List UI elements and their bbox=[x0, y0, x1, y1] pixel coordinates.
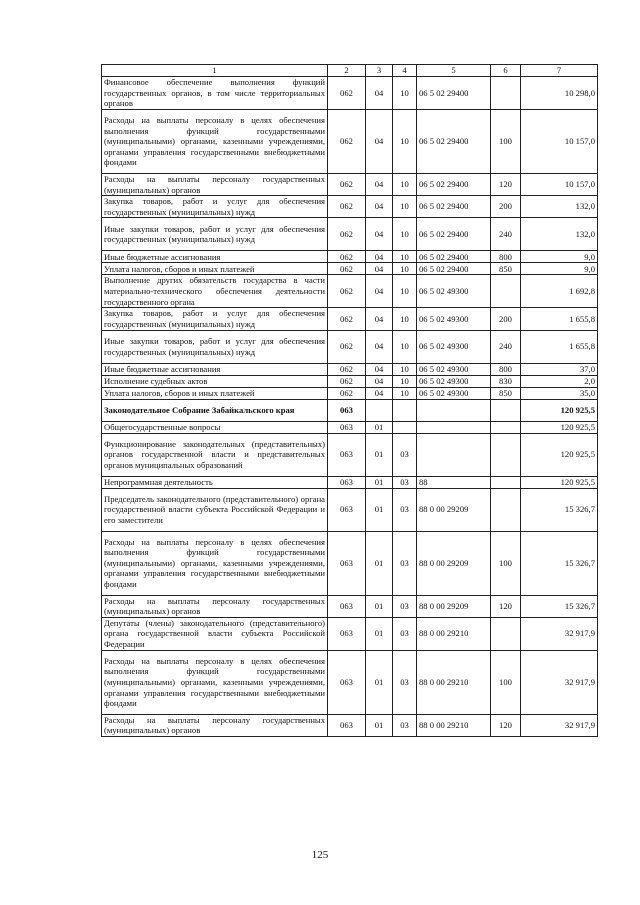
cell-gr: 063 bbox=[328, 595, 366, 617]
cell-pr: 10 bbox=[393, 174, 417, 196]
cell-name: Уплата налогов, сборов и иных платежей bbox=[102, 263, 328, 275]
cell-pr: 10 bbox=[393, 375, 417, 387]
cell-name: Непрограммная деятельность bbox=[102, 476, 328, 488]
cell-pr: 10 bbox=[393, 77, 417, 110]
table-row bbox=[102, 399, 598, 421]
cell-vr bbox=[491, 488, 521, 531]
cell-pr: 10 bbox=[393, 110, 417, 174]
cell-gr: 062 bbox=[328, 251, 366, 263]
cell-name: Иные бюджетные ассигнования bbox=[102, 251, 328, 263]
cell-vr: 800 bbox=[491, 363, 521, 375]
cell-vr bbox=[491, 476, 521, 488]
cell-csr: 88 0 00 29210 bbox=[417, 617, 491, 650]
cell-gr: 063 bbox=[328, 617, 366, 650]
table-row bbox=[102, 488, 598, 531]
cell-gr: 062 bbox=[328, 375, 366, 387]
cell-pr bbox=[393, 421, 417, 433]
table-row bbox=[102, 196, 598, 218]
cell-pr: 03 bbox=[393, 531, 417, 595]
cell-name: Законодательное Собрание Забайкальского края bbox=[102, 399, 328, 421]
cell-rz: 04 bbox=[366, 275, 393, 308]
cell-sum: 120 925,5 bbox=[521, 476, 598, 488]
cell-gr: 062 bbox=[328, 174, 366, 196]
table-row bbox=[102, 251, 598, 263]
header-name: 1 bbox=[102, 65, 328, 77]
cell-name: Депутаты (члены) законодательного (представительного) органа государственной власти субъекта Российской Федерации bbox=[102, 617, 328, 650]
budget-table bbox=[101, 64, 598, 737]
cell-pr: 10 bbox=[393, 196, 417, 218]
cell-rz: 01 bbox=[366, 433, 393, 476]
cell-gr: 062 bbox=[328, 330, 366, 363]
cell-vr: 240 bbox=[491, 330, 521, 363]
cell-vr: 240 bbox=[491, 218, 521, 251]
cell-pr: 03 bbox=[393, 650, 417, 714]
cell-vr: 100 bbox=[491, 650, 521, 714]
table-row bbox=[102, 263, 598, 275]
cell-csr: 06 5 02 29400 bbox=[417, 263, 491, 275]
cell-gr: 063 bbox=[328, 650, 366, 714]
cell-csr: 06 5 02 29400 bbox=[417, 218, 491, 251]
cell-pr: 03 bbox=[393, 433, 417, 476]
cell-gr: 063 bbox=[328, 433, 366, 476]
cell-rz: 04 bbox=[366, 218, 393, 251]
cell-vr: 200 bbox=[491, 308, 521, 330]
header-pr: 4 bbox=[393, 65, 417, 77]
cell-vr bbox=[491, 617, 521, 650]
cell-vr: 120 bbox=[491, 714, 521, 736]
cell-csr: 06 5 02 49300 bbox=[417, 363, 491, 375]
cell-pr: 03 bbox=[393, 476, 417, 488]
cell-pr: 10 bbox=[393, 263, 417, 275]
cell-name: Расходы на выплаты персоналу государственных (муниципальных) органов bbox=[102, 714, 328, 736]
cell-sum: 120 925,5 bbox=[521, 433, 598, 476]
cell-name: Иные закупки товаров, работ и услуг для обеспечения государственных (муниципальных) нужд bbox=[102, 218, 328, 251]
cell-pr: 10 bbox=[393, 218, 417, 251]
cell-rz: 04 bbox=[366, 196, 393, 218]
cell-sum: 10 157,0 bbox=[521, 110, 598, 174]
cell-name: Иные бюджетные ассигнования bbox=[102, 363, 328, 375]
cell-gr: 062 bbox=[328, 263, 366, 275]
cell-pr bbox=[393, 399, 417, 421]
cell-csr: 06 5 02 49300 bbox=[417, 330, 491, 363]
cell-name: Расходы на выплаты персоналу в целях обеспечения выполнения функций государственными (муниципальными) органами, казенными учреждениями, органами управления государственными внебюджетными фондами bbox=[102, 650, 328, 714]
cell-csr: 06 5 02 29400 bbox=[417, 174, 491, 196]
table-row bbox=[102, 595, 598, 617]
cell-csr: 88 0 00 29209 bbox=[417, 531, 491, 595]
cell-pr: 10 bbox=[393, 363, 417, 375]
cell-gr: 063 bbox=[328, 714, 366, 736]
cell-vr: 850 bbox=[491, 263, 521, 275]
cell-pr: 03 bbox=[393, 714, 417, 736]
cell-gr: 063 bbox=[328, 476, 366, 488]
cell-csr: 88 bbox=[417, 476, 491, 488]
cell-rz: 04 bbox=[366, 308, 393, 330]
header-row bbox=[102, 65, 598, 77]
cell-rz: 01 bbox=[366, 476, 393, 488]
cell-vr bbox=[491, 433, 521, 476]
cell-name: Общегосударственные вопросы bbox=[102, 421, 328, 433]
cell-rz: 04 bbox=[366, 363, 393, 375]
cell-vr bbox=[491, 275, 521, 308]
cell-name: Закупка товаров, работ и услуг для обеспечения государственных (муниципальных) нужд bbox=[102, 196, 328, 218]
cell-gr: 063 bbox=[328, 399, 366, 421]
cell-csr: 06 5 02 49300 bbox=[417, 387, 491, 399]
cell-name: Уплата налогов, сборов и иных платежей bbox=[102, 387, 328, 399]
cell-gr: 063 bbox=[328, 421, 366, 433]
cell-csr bbox=[417, 399, 491, 421]
header-csr: 5 bbox=[417, 65, 491, 77]
table-row bbox=[102, 531, 598, 595]
cell-sum: 120 925,5 bbox=[521, 421, 598, 433]
cell-csr: 06 5 02 29400 bbox=[417, 196, 491, 218]
table-row bbox=[102, 617, 598, 650]
cell-rz: 04 bbox=[366, 77, 393, 110]
table-row bbox=[102, 375, 598, 387]
page-number: 125 bbox=[311, 849, 329, 861]
cell-rz: 01 bbox=[366, 488, 393, 531]
cell-sum: 10 298,0 bbox=[521, 77, 598, 110]
table-row bbox=[102, 476, 598, 488]
header-rz: 3 bbox=[366, 65, 393, 77]
cell-name: Расходы на выплаты персоналу в целях обеспечения выполнения функций государственными (муниципальными) органами, казенными учреждениями, органами управления государственными внебюджетными фондами bbox=[102, 531, 328, 595]
table-body bbox=[102, 77, 598, 737]
cell-vr: 120 bbox=[491, 174, 521, 196]
cell-rz bbox=[366, 399, 393, 421]
cell-name: Выполнение других обязательств государства в части материально-технического обеспечения деятельности государственного органа bbox=[102, 275, 328, 308]
header-vr: 6 bbox=[491, 65, 521, 77]
cell-rz: 01 bbox=[366, 617, 393, 650]
cell-vr bbox=[491, 77, 521, 110]
cell-rz: 04 bbox=[366, 330, 393, 363]
cell-csr: 06 5 02 49300 bbox=[417, 275, 491, 308]
cell-csr: 06 5 02 29400 bbox=[417, 251, 491, 263]
cell-pr: 10 bbox=[393, 275, 417, 308]
cell-rz: 04 bbox=[366, 263, 393, 275]
cell-gr: 063 bbox=[328, 531, 366, 595]
cell-pr: 10 bbox=[393, 308, 417, 330]
cell-pr: 03 bbox=[393, 488, 417, 531]
cell-name: Функционирование законодательных (представительных) органов государственной власти и представительных органов муниципальных образований bbox=[102, 433, 328, 476]
cell-name: Иные закупки товаров, работ и услуг для обеспечения государственных (муниципальных) нужд bbox=[102, 330, 328, 363]
cell-csr: 88 0 00 29209 bbox=[417, 595, 491, 617]
cell-sum: 2,0 bbox=[521, 375, 598, 387]
cell-vr: 100 bbox=[491, 531, 521, 595]
cell-sum: 9,0 bbox=[521, 251, 598, 263]
table-row bbox=[102, 77, 598, 110]
cell-rz: 04 bbox=[366, 110, 393, 174]
table-row bbox=[102, 308, 598, 330]
cell-vr: 800 bbox=[491, 251, 521, 263]
cell-csr: 06 5 02 29400 bbox=[417, 77, 491, 110]
cell-name: Расходы на выплаты персоналу в целях обеспечения выполнения функций государственными (муниципальными) органами, казенными учреждениями, органами управления государственными внебюджетными фондами bbox=[102, 110, 328, 174]
cell-sum: 15 326,7 bbox=[521, 488, 598, 531]
cell-sum: 1 655,8 bbox=[521, 308, 598, 330]
table-row bbox=[102, 714, 598, 736]
cell-pr: 03 bbox=[393, 617, 417, 650]
cell-gr: 062 bbox=[328, 77, 366, 110]
cell-sum: 132,0 bbox=[521, 196, 598, 218]
cell-sum: 15 326,7 bbox=[521, 595, 598, 617]
cell-vr: 120 bbox=[491, 595, 521, 617]
cell-pr: 10 bbox=[393, 251, 417, 263]
cell-sum: 32 917,9 bbox=[521, 617, 598, 650]
header-sum: 7 bbox=[521, 65, 598, 77]
cell-rz: 04 bbox=[366, 174, 393, 196]
cell-rz: 01 bbox=[366, 714, 393, 736]
cell-csr bbox=[417, 433, 491, 476]
cell-csr: 88 0 00 29209 bbox=[417, 488, 491, 531]
table-row bbox=[102, 218, 598, 251]
cell-pr: 10 bbox=[393, 330, 417, 363]
cell-rz: 01 bbox=[366, 595, 393, 617]
cell-sum: 10 157,0 bbox=[521, 174, 598, 196]
cell-sum: 35,0 bbox=[521, 387, 598, 399]
cell-name: Закупка товаров, работ и услуг для обеспечения государственных (муниципальных) нужд bbox=[102, 308, 328, 330]
table-row bbox=[102, 363, 598, 375]
cell-gr: 063 bbox=[328, 488, 366, 531]
cell-csr: 88 0 00 29210 bbox=[417, 650, 491, 714]
table-row bbox=[102, 110, 598, 174]
cell-vr bbox=[491, 421, 521, 433]
table-row bbox=[102, 275, 598, 308]
cell-csr bbox=[417, 421, 491, 433]
cell-pr: 10 bbox=[393, 387, 417, 399]
cell-name: Исполнение судебных актов bbox=[102, 375, 328, 387]
table-row bbox=[102, 433, 598, 476]
cell-pr: 03 bbox=[393, 595, 417, 617]
cell-gr: 062 bbox=[328, 196, 366, 218]
cell-sum: 1 692,8 bbox=[521, 275, 598, 308]
cell-csr: 06 5 02 49300 bbox=[417, 375, 491, 387]
cell-vr: 200 bbox=[491, 196, 521, 218]
cell-vr: 850 bbox=[491, 387, 521, 399]
cell-gr: 062 bbox=[328, 218, 366, 251]
cell-csr: 06 5 02 49300 bbox=[417, 308, 491, 330]
header-gr: 2 bbox=[328, 65, 366, 77]
table-row bbox=[102, 650, 598, 714]
table-row bbox=[102, 174, 598, 196]
cell-gr: 062 bbox=[328, 363, 366, 375]
cell-sum: 1 655,8 bbox=[521, 330, 598, 363]
cell-vr: 100 bbox=[491, 110, 521, 174]
cell-sum: 37,0 bbox=[521, 363, 598, 375]
cell-rz: 01 bbox=[366, 531, 393, 595]
cell-sum: 15 326,7 bbox=[521, 531, 598, 595]
cell-rz: 04 bbox=[366, 375, 393, 387]
cell-sum: 32 917,9 bbox=[521, 650, 598, 714]
cell-gr: 062 bbox=[328, 387, 366, 399]
table-row bbox=[102, 387, 598, 399]
cell-sum: 9,0 bbox=[521, 263, 598, 275]
cell-vr: 830 bbox=[491, 375, 521, 387]
cell-csr: 06 5 02 29400 bbox=[417, 110, 491, 174]
cell-name: Расходы на выплаты персоналу государственных (муниципальных) органов bbox=[102, 595, 328, 617]
cell-sum: 132,0 bbox=[521, 218, 598, 251]
cell-name: Председатель законодательного (представительного) органа государственной власти субъекта Российской Федерации и его заместители bbox=[102, 488, 328, 531]
cell-rz: 04 bbox=[366, 251, 393, 263]
cell-gr: 062 bbox=[328, 308, 366, 330]
cell-name: Расходы на выплаты персоналу государственных (муниципальных) органов bbox=[102, 174, 328, 196]
table-row bbox=[102, 421, 598, 433]
cell-gr: 062 bbox=[328, 275, 366, 308]
cell-rz: 01 bbox=[366, 421, 393, 433]
cell-sum: 32 917,9 bbox=[521, 714, 598, 736]
table-row bbox=[102, 330, 598, 363]
cell-rz: 04 bbox=[366, 387, 393, 399]
cell-name: Финансовое обеспечение выполнения функций государственных органов, в том числе территориальных органов bbox=[102, 77, 328, 110]
cell-rz: 01 bbox=[366, 650, 393, 714]
cell-sum: 120 925,5 bbox=[521, 399, 598, 421]
cell-vr bbox=[491, 399, 521, 421]
cell-gr: 062 bbox=[328, 110, 366, 174]
cell-csr: 88 0 00 29210 bbox=[417, 714, 491, 736]
